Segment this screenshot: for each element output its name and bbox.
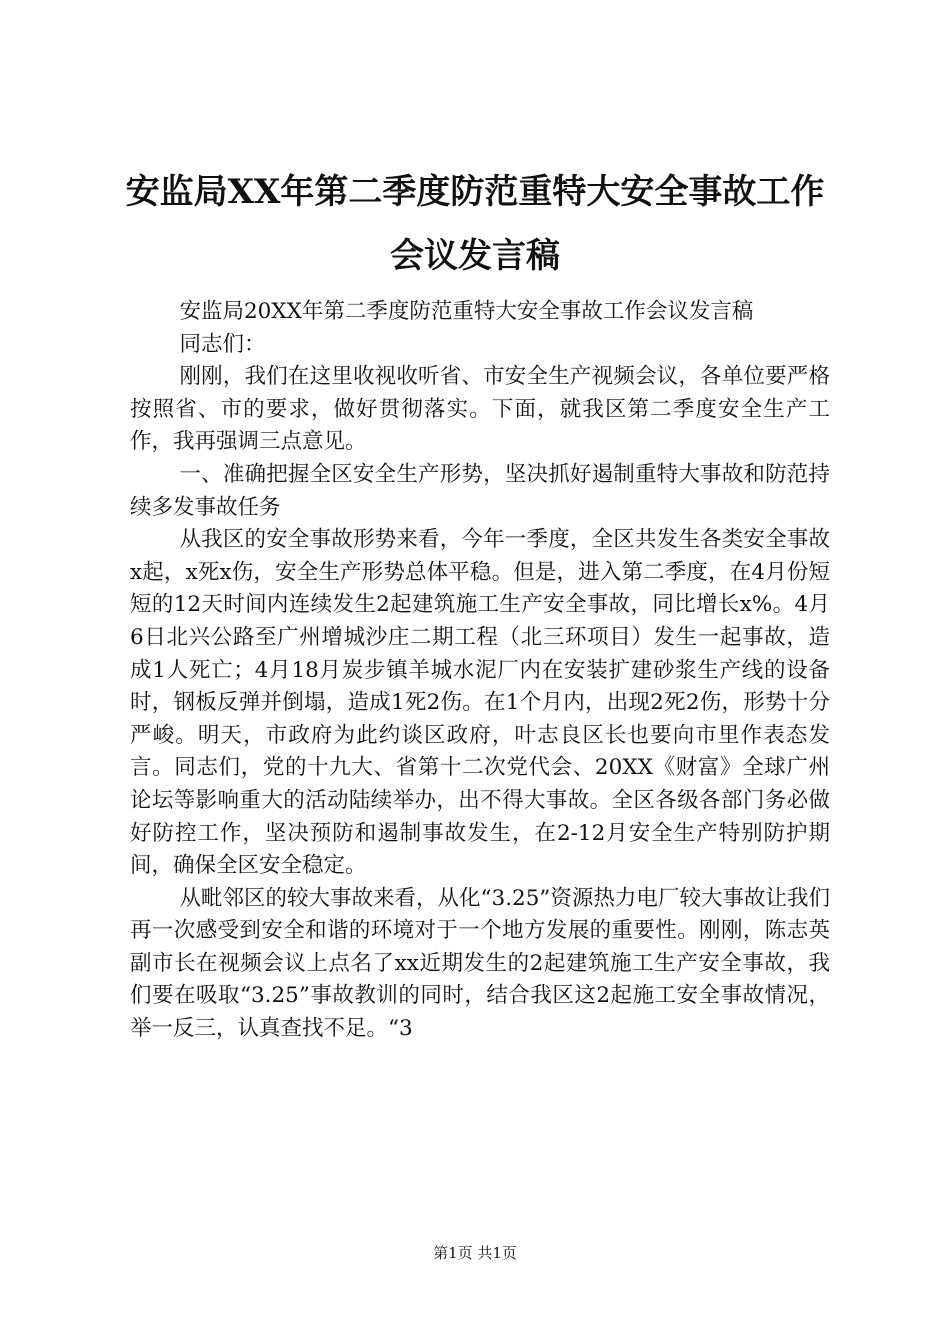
paragraph-salutation: 同志们： [179, 331, 266, 357]
page-number-footer: 第1页 共1页 [433, 1244, 517, 1262]
document-body [130, 296, 830, 1046]
document-title: 安监局XX年第二季度防范重特大安全事故工作会议发言稿 [125, 172, 825, 276]
paragraph-heading-one: 一、准确把握全区安全生产形势，坚决抓好遏制重特大事故和防范持续多发事故任务 [130, 461, 830, 520]
paragraph-subtitle: 安监局20XX年第二季度防范重特大安全事故工作会议发言稿 [179, 299, 754, 324]
paragraph-intro: 刚刚，我们在这里收视收听省、市安全生产视频会议，各单位要严格按照省、市的要求，做好贯彻落实。下面，就我区第二季度安全生产工作，我再强调三点意见。 [130, 364, 830, 455]
paragraph-situation: 从我区的安全事故形势来看，今年一季度，全区共发生各类安全事故x起，x死x伤，安全生产形势总体平稳。但是，进入第二季度，在4月份短短的12天时间内连续发生2起建筑施工生产安全事故，同比增长x%。4月6日北兴公路至广州增城沙庄二期工程（北三环项目）发生一起事故，造成1人死亡；4月18月炭步镇羊城水泥厂内在安装扩建砂浆生产线的设备时，钢板反弹并倒塌，造成1死2伤。在1个月内，出现2死2伤，形势十分严峻。明天，市政府为此约谈区政府，叶志良区长也要向市里作表态发言。同志们，党的十九大、省第十二次党代会、20XX《财富》全球广州论坛等影响重大的活动陆续举办，出不得大事故。全区各级各部门务必做好防控工作，坚决预防和遏制事故发生，在2-12月安全生产特别防护期间，确保全区安全稳定。 [130, 527, 830, 879]
paragraph-neighbor: 从毗邻区的较大事故来看，从化“3.25”资源热力电厂较大事故让我们再一次感受到安全和谐的环境对于一个地方发展的重要性。刚刚，陈志英副市长在视频会议上点名了xx近期发生的2起建筑施工生产安全事故，我们要在吸取“3.25”事故教训的同时，结合我区这2起施工安全事故情况，举一反三，认真查找不足。“3 [130, 885, 830, 1042]
